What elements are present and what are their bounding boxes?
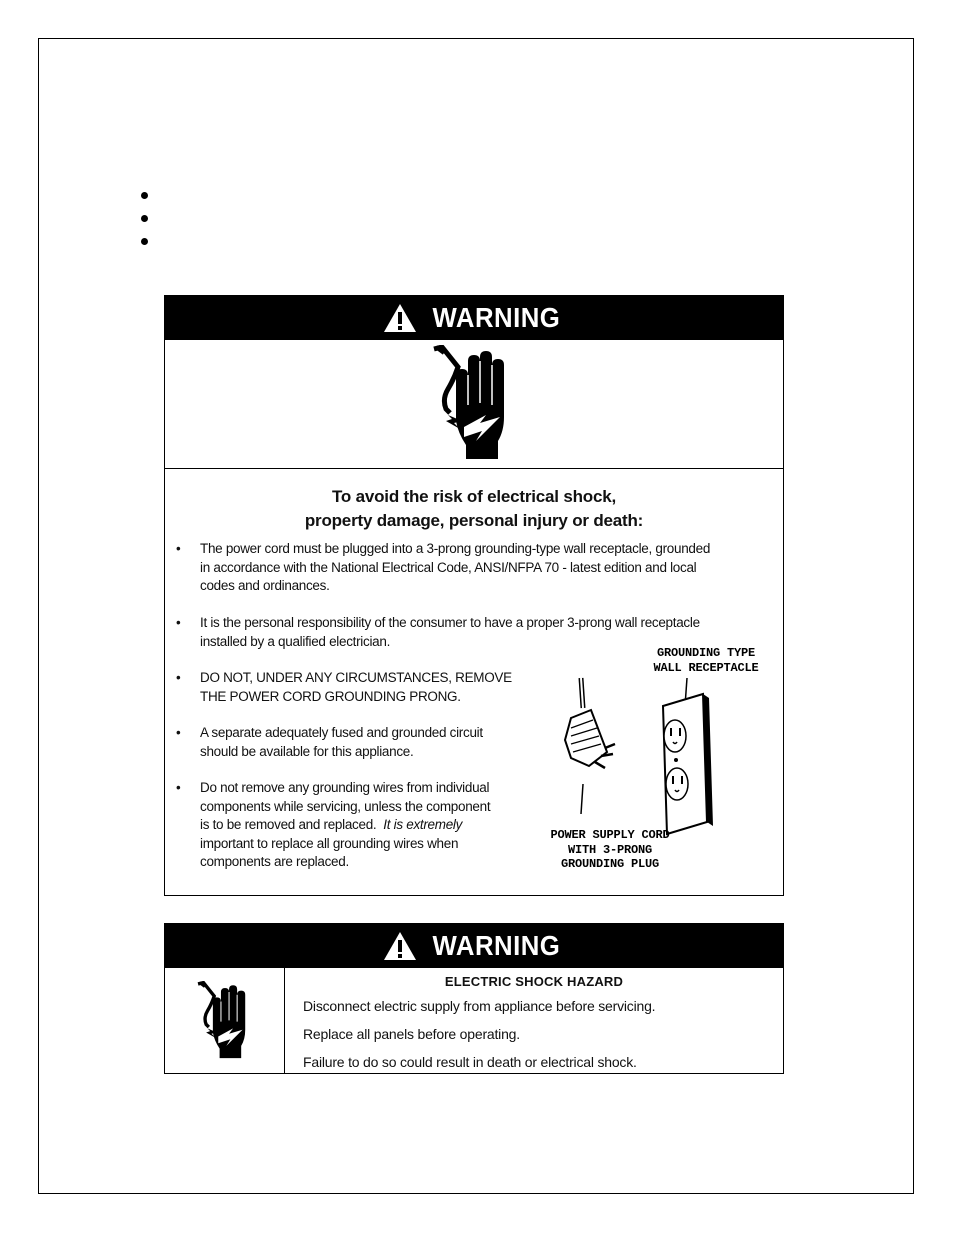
warning-triangle-icon <box>383 303 417 333</box>
bullet-item-grounding-wires <box>176 779 540 872</box>
warning-title: WARNING <box>432 930 560 961</box>
bullet-text: It is the personal responsibility of the consumer to have a proper 3-prong wall receptacle <box>200 615 700 630</box>
warning-box-shock-hazard <box>164 923 784 1074</box>
bullet-text: components while servicing, unless the component <box>200 798 491 814</box>
warning-box-grounding <box>164 295 784 896</box>
hazard-text-cell <box>285 968 783 1074</box>
empty-bullet-2 <box>141 215 148 222</box>
bullet-item-circuit <box>176 724 540 761</box>
empty-bullet-1 <box>141 192 148 199</box>
bullet-text: DO NOT, UNDER ANY CIRCUMSTANCES, REMOVE <box>200 670 512 685</box>
bullet-marker: • <box>176 780 181 795</box>
electric-shock-hand-icon <box>194 981 256 1061</box>
grounding-plug-diagram <box>535 644 775 880</box>
hazard-line-2: Replace all panels before operating. <box>303 1026 520 1042</box>
heading-line-2: property damage, personal injury or death: <box>304 511 644 530</box>
heading-line-1: To avoid the risk of electrical shock, <box>331 487 616 506</box>
bullet-marker: • <box>176 725 181 740</box>
bullet-text: THE POWER CORD GROUNDING PRONG. <box>200 688 461 704</box>
warning-header <box>165 296 783 340</box>
cord-label: POWER SUPPLY CORD WITH 3-PRONG GROUNDING PLUG <box>550 828 670 871</box>
bullet-text: installed by a qualified electrician. <box>200 633 391 649</box>
bullet-item-grounding-prong <box>176 669 560 706</box>
bullet-item-receptacle <box>176 540 780 596</box>
warning-title: WARNING <box>432 302 560 333</box>
bullet-text: important to replace all grounding wires when <box>200 835 459 851</box>
bullet-marker: • <box>176 615 181 630</box>
shock-icon-cell <box>165 968 285 1074</box>
empty-bullet-3 <box>141 238 148 245</box>
hazard-row <box>165 968 783 1074</box>
bullet-text: The power cord must be plugged into a 3-prong grounding-type wall receptacle, grounded <box>200 541 711 556</box>
bullet-text: should be available for this appliance. <box>200 743 414 759</box>
bullet-text: in accordance with the National Electrical Code, ANSI/NFPA 70 - latest edition and local <box>200 559 697 575</box>
warning-header <box>165 924 783 968</box>
warning-triangle-icon <box>383 931 417 961</box>
shock-icon-area <box>165 340 783 469</box>
bullet-text: Do not remove any grounding wires from individual <box>200 780 490 795</box>
electric-shock-hand-icon <box>428 345 520 463</box>
bullet-marker: • <box>176 670 181 685</box>
hazard-line-1: Disconnect electric supply from appliance before servicing. <box>303 998 656 1014</box>
bullet-text: codes and ordinances. <box>200 578 330 593</box>
hazard-line-3: Failure to do so could result in death or electrical shock. <box>303 1054 637 1070</box>
bullet-text: A separate adequately fused and grounded circuit <box>200 725 483 740</box>
bullet-text: is to be removed and replaced. It is extremely <box>200 817 463 832</box>
bullet-text: components are replaced. <box>200 854 349 869</box>
bullet-text-emphasis: It is extremely <box>383 817 463 832</box>
warning-heading <box>165 485 783 533</box>
bullet-marker: • <box>176 541 181 556</box>
receptacle-label: GROUNDING TYPE WALL RECEPTACLE <box>653 646 759 675</box>
hazard-title: ELECTRIC SHOCK HAZARD <box>444 974 624 989</box>
